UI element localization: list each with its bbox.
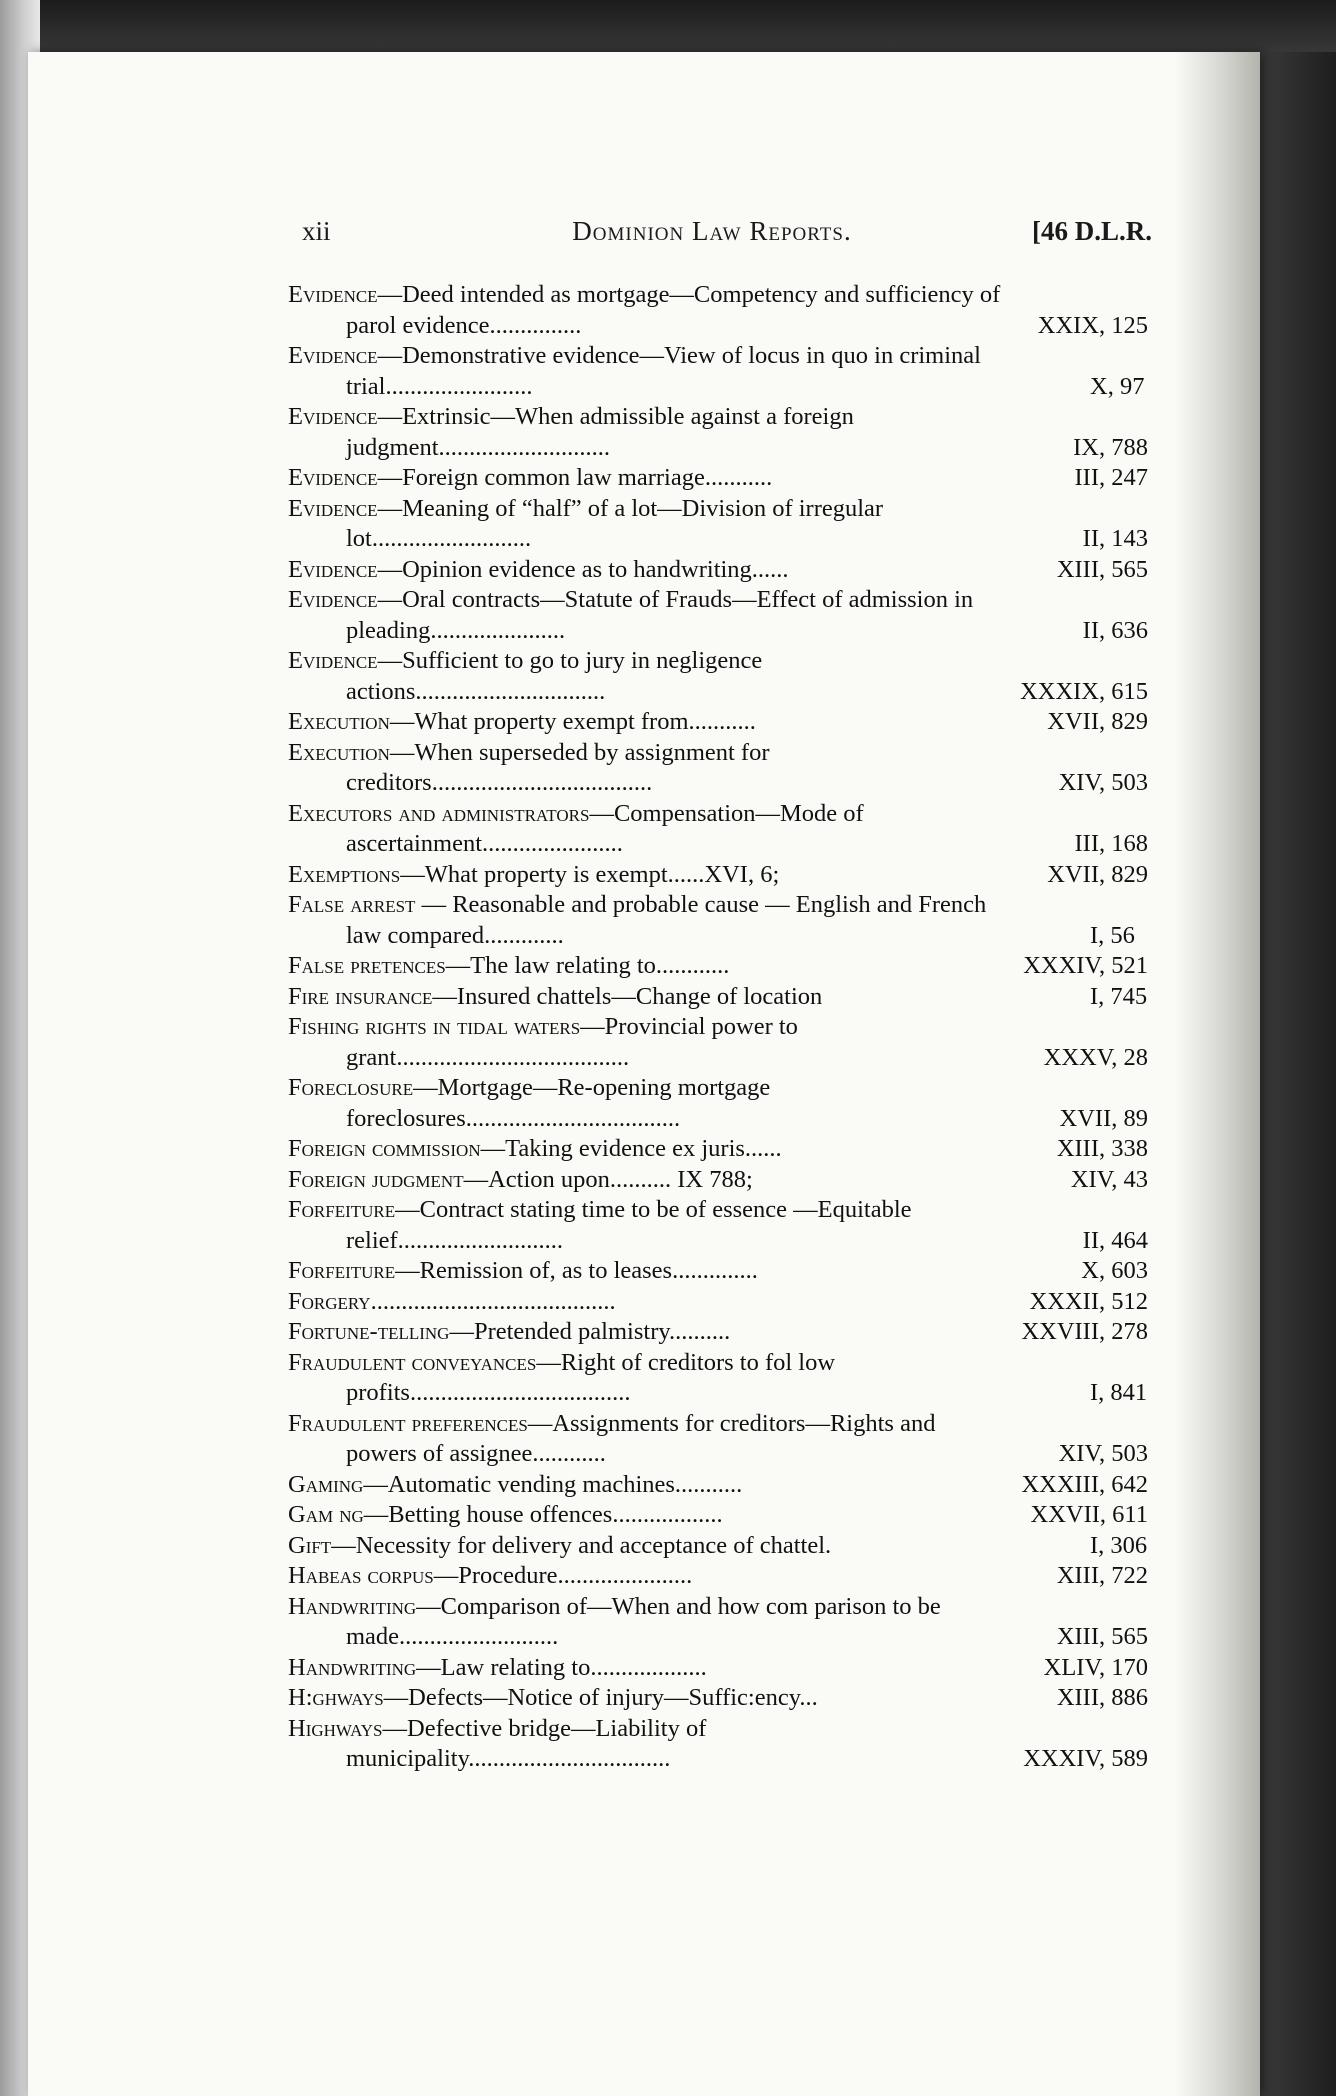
- entry-reference: II, 464: [1082, 1226, 1148, 1254]
- entry-reference: XIII, 886: [1056, 1684, 1148, 1711]
- entry-description: —Defective bridge—Liability of municipality.................................: [346, 1714, 707, 1772]
- entry-text: [288, 1195, 1008, 1256]
- entry-heading: Habeas corpus: [288, 1562, 434, 1589]
- entry-text: [288, 1287, 1008, 1318]
- index-entry: [288, 1714, 1148, 1775]
- entry-reference: XVII, 829: [1047, 708, 1148, 735]
- entry-description: —Assignments for creditors—Rights and powers of assignee............: [346, 1409, 936, 1467]
- entry-text: [288, 1256, 1008, 1287]
- entry-heading: False arrest: [288, 891, 416, 918]
- index-entry: [288, 1256, 1148, 1287]
- entry-text: [288, 1348, 1008, 1409]
- entry-description: —Provincial power to grant......................................: [346, 1013, 798, 1071]
- entry-reference: XXXIV, 521: [1023, 952, 1148, 979]
- entry-heading: Evidence: [288, 555, 378, 583]
- index-entries: [288, 280, 1148, 1775]
- entry-text: [288, 860, 1008, 891]
- index-entry: [288, 1561, 1148, 1592]
- entry-description: —Compensation—Mode of ascertainment.......................: [346, 799, 864, 857]
- entry-heading: Highways: [288, 1714, 383, 1742]
- entry-heading: Handwriting: [288, 1592, 417, 1620]
- index-entry: [288, 1012, 1148, 1073]
- entry-reference: XVII, 829: [1047, 860, 1148, 888]
- entry-description: —Automatic vending machines...........: [363, 1470, 743, 1498]
- index-entry: [288, 1653, 1148, 1684]
- index-entry: [288, 463, 1148, 494]
- index-entry: [288, 951, 1148, 982]
- entry-heading: Evidence: [288, 464, 378, 491]
- entry-text: [288, 890, 1008, 951]
- entry-description: ........................................: [370, 1287, 616, 1315]
- entry-description: —The law relating to............: [445, 952, 730, 979]
- entry-heading: Foreign judgment: [288, 1165, 464, 1193]
- entry-text: [288, 1012, 1008, 1073]
- entry-reference: XIII, 722: [1056, 1562, 1148, 1589]
- entry-description: — Reasonable and probable cause — English and French law compared.............: [346, 891, 987, 949]
- entry-heading: Handwriting: [288, 1653, 417, 1681]
- entry-text: [288, 646, 1008, 707]
- entry-heading: Evidence: [288, 342, 378, 369]
- index-entry: [288, 1683, 1148, 1714]
- index-entry: [288, 1073, 1148, 1134]
- entry-reference: XIV, 43: [1070, 1165, 1148, 1193]
- entry-description: —Extrinsic—When admissible against a foreign judgment............................: [346, 403, 854, 461]
- entry-description: —Oral contracts—Statute of Frauds—Effect of admission in pleading......................: [346, 586, 974, 644]
- entry-description: —Defects—Notice of injury—Suffic:ency...: [383, 1684, 818, 1711]
- entry-text: [288, 1317, 1008, 1348]
- entry-text: [288, 585, 1008, 646]
- entry-description: —Right of creditors to fol low profits....................................: [346, 1348, 836, 1406]
- entry-heading: Gam ng: [288, 1501, 364, 1528]
- entry-text: [288, 463, 1008, 494]
- index-entry: Evidence—Demonstrative evidence—View of locus in quo in criminal trial........................ X, 97: [288, 341, 1148, 402]
- entry-text: [288, 1134, 1008, 1165]
- index-entry: [288, 494, 1148, 555]
- entry-text: [288, 1409, 1008, 1470]
- entry-text: [288, 1683, 1008, 1714]
- entry-reference: XIV, 503: [1058, 1440, 1148, 1467]
- entry-heading: Fraudulent preferences: [288, 1409, 528, 1437]
- entry-heading: Exemptions: [288, 860, 401, 888]
- index-entry: [288, 1287, 1148, 1318]
- entry-description: —What property exempt from...........: [389, 708, 756, 735]
- entry-heading: Evidence: [288, 647, 378, 674]
- entry-description: —Insured chattels—Change of location: [432, 982, 823, 1010]
- index-entry: [288, 585, 1148, 646]
- entry-description: —When superseded by assignment for creditors....................................: [346, 738, 770, 796]
- entry-heading: Fortune-telling: [288, 1318, 450, 1345]
- entry-heading: Fishing rights in tidal waters: [288, 1013, 581, 1040]
- entry-description: —Demonstrative evidence—View of locus in quo in criminal trial........................: [346, 342, 981, 400]
- entry-text: [288, 555, 1008, 586]
- index-entry: [288, 280, 1148, 341]
- entry-description: —Comparison of—When and how com parison to be made..........................: [346, 1592, 941, 1650]
- index-entry: Fraudulent conveyances—Right of creditors to fol low profits.................................... I, 841: [288, 1348, 1148, 1409]
- index-entry: [288, 1317, 1148, 1348]
- entry-reference: XXVII, 611: [1030, 1501, 1148, 1528]
- entry-text: [288, 1714, 1008, 1775]
- entry-description: —Taking evidence ex juris......: [480, 1135, 782, 1162]
- entry-description: —Deed intended as mortgage—Competency and sufficiency of parol evidence...............: [346, 281, 1001, 339]
- entry-reference: XXXIV, 589: [1023, 1745, 1148, 1772]
- scan-right-background: [1260, 52, 1336, 2096]
- entry-heading: Fraudulent conveyances: [288, 1348, 537, 1376]
- entry-description: —Contract stating time to be of essence —Equitable relief...........................: [346, 1196, 912, 1254]
- entry-heading: Forfeiture: [288, 1196, 396, 1223]
- entry-description: —Necessity for delivery and acceptance of chattel.: [331, 1531, 832, 1559]
- page-curl-shadow: [1175, 52, 1260, 2096]
- entry-description: —Meaning of “half” of a lot—Division of irregular lot..........................: [346, 494, 884, 552]
- index-entry: [288, 738, 1148, 799]
- entry-heading: Evidence: [288, 586, 378, 613]
- entry-reference: II, 143: [1082, 525, 1148, 552]
- entry-reference: XXVIII, 278: [1021, 1318, 1148, 1345]
- entry-text: [288, 738, 1008, 799]
- entry-description: —Sufficient to go to jury in negligence actions...............................: [346, 647, 763, 705]
- entry-description: —Mortgage—Re-opening mortgage foreclosures...................................: [346, 1074, 771, 1132]
- entry-reference: XVII, 89: [1059, 1104, 1148, 1132]
- index-entry: [288, 646, 1148, 707]
- entry-description: —What property is exempt......XVI, 6;: [400, 860, 780, 888]
- entry-text: [288, 494, 1008, 555]
- entry-heading: Foreclosure: [288, 1074, 414, 1101]
- entry-description: —Remission of, as to leases..............: [395, 1257, 758, 1284]
- index-entry: [288, 1195, 1148, 1256]
- entry-reference: XXXII, 512: [1029, 1287, 1148, 1315]
- index-entry: [288, 402, 1148, 463]
- publication-title: Dominion Law Reports.: [572, 216, 852, 246]
- entry-reference: XXXV, 28: [1043, 1043, 1148, 1071]
- entry-text: [288, 402, 1008, 463]
- entry-reference: II, 636: [1082, 616, 1148, 644]
- entry-heading: H:ghways: [288, 1684, 384, 1711]
- entry-text: [288, 799, 1008, 860]
- entry-text: [288, 1592, 1008, 1653]
- volume-reference: [46 D.L.R.: [1032, 216, 1152, 246]
- entry-text: [288, 1531, 1008, 1562]
- index-entry: [288, 799, 1148, 860]
- entry-text: [288, 1500, 1008, 1531]
- entry-description: —Foreign common law marriage...........: [377, 464, 773, 491]
- page-number: xii: [302, 216, 331, 246]
- index-entry: [288, 1592, 1148, 1653]
- entry-heading: Gift: [288, 1531, 332, 1559]
- entry-reference: XXXIX, 615: [1020, 677, 1148, 705]
- index-entry: [288, 1165, 1148, 1196]
- entry-heading: Execution: [288, 708, 390, 735]
- entry-text: [288, 1561, 1008, 1592]
- entry-heading: Execution: [288, 738, 390, 766]
- entry-reference: III, 247: [1074, 464, 1148, 491]
- entry-heading: Evidence: [288, 494, 378, 522]
- entry-heading: Foreign commission: [288, 1135, 481, 1162]
- index-entry: [288, 555, 1148, 586]
- entry-heading: Fire insurance: [288, 982, 433, 1010]
- running-header: [272, 216, 1152, 256]
- index-entry: Fire insurance—Insured chattels—Change of location I, 745: [288, 982, 1148, 1013]
- entry-heading: Gaming: [288, 1470, 364, 1498]
- entry-reference: XIV, 503: [1058, 769, 1148, 796]
- entry-text: [288, 951, 1008, 982]
- entry-reference: XIII, 565: [1056, 1623, 1148, 1650]
- entry-text: [288, 341, 1008, 402]
- entry-description: —Pretended palmistry..........: [449, 1318, 731, 1345]
- entry-text: [288, 707, 1008, 738]
- index-entry: [288, 1134, 1148, 1165]
- entry-heading: Evidence: [288, 281, 378, 308]
- entry-heading: Forfeiture: [288, 1257, 396, 1284]
- entry-reference: X, 603: [1081, 1257, 1148, 1284]
- entry-reference: XLIV, 170: [1043, 1653, 1148, 1681]
- entry-reference: XIII, 338: [1056, 1135, 1148, 1162]
- entry-reference: IX, 788: [1073, 433, 1148, 461]
- entry-text: [288, 280, 1008, 341]
- index-entry: Gift—Necessity for delivery and acceptance of chattel. I, 306: [288, 1531, 1148, 1562]
- index-entry: [288, 1409, 1148, 1470]
- entry-text: [288, 1470, 1008, 1501]
- scan-top-strip: [0, 0, 1336, 58]
- entry-heading: Forgery: [288, 1287, 371, 1315]
- entry-reference: XXIX, 125: [1037, 311, 1148, 339]
- entry-description: —Action upon.......... IX 788;: [463, 1165, 753, 1193]
- entry-description: —Law relating to...................: [416, 1653, 707, 1681]
- entry-heading: Evidence: [288, 403, 378, 430]
- entry-reference: XIII, 565: [1056, 555, 1148, 583]
- entry-text: [288, 982, 1008, 1013]
- index-entry: [288, 860, 1148, 891]
- entry-text: [288, 1653, 1008, 1684]
- entry-reference: III, 168: [1074, 830, 1148, 857]
- entry-text: [288, 1165, 1008, 1196]
- entry-heading: Executors and administrators: [288, 799, 590, 827]
- index-entry: [288, 1500, 1148, 1531]
- entry-reference: XXXIII, 642: [1021, 1470, 1148, 1498]
- entry-description: —Opinion evidence as to handwriting......: [377, 555, 789, 583]
- entry-description: —Procedure......................: [433, 1562, 693, 1589]
- entry-description: —Betting house offences..................: [363, 1501, 723, 1528]
- entry-text: [288, 1073, 1008, 1134]
- index-entry: False arrest — Reasonable and probable cause — English and French law compared............. I, 56: [288, 890, 1148, 951]
- index-entry: [288, 1470, 1148, 1501]
- entry-heading: False pretences: [288, 952, 446, 979]
- index-entry: [288, 707, 1148, 738]
